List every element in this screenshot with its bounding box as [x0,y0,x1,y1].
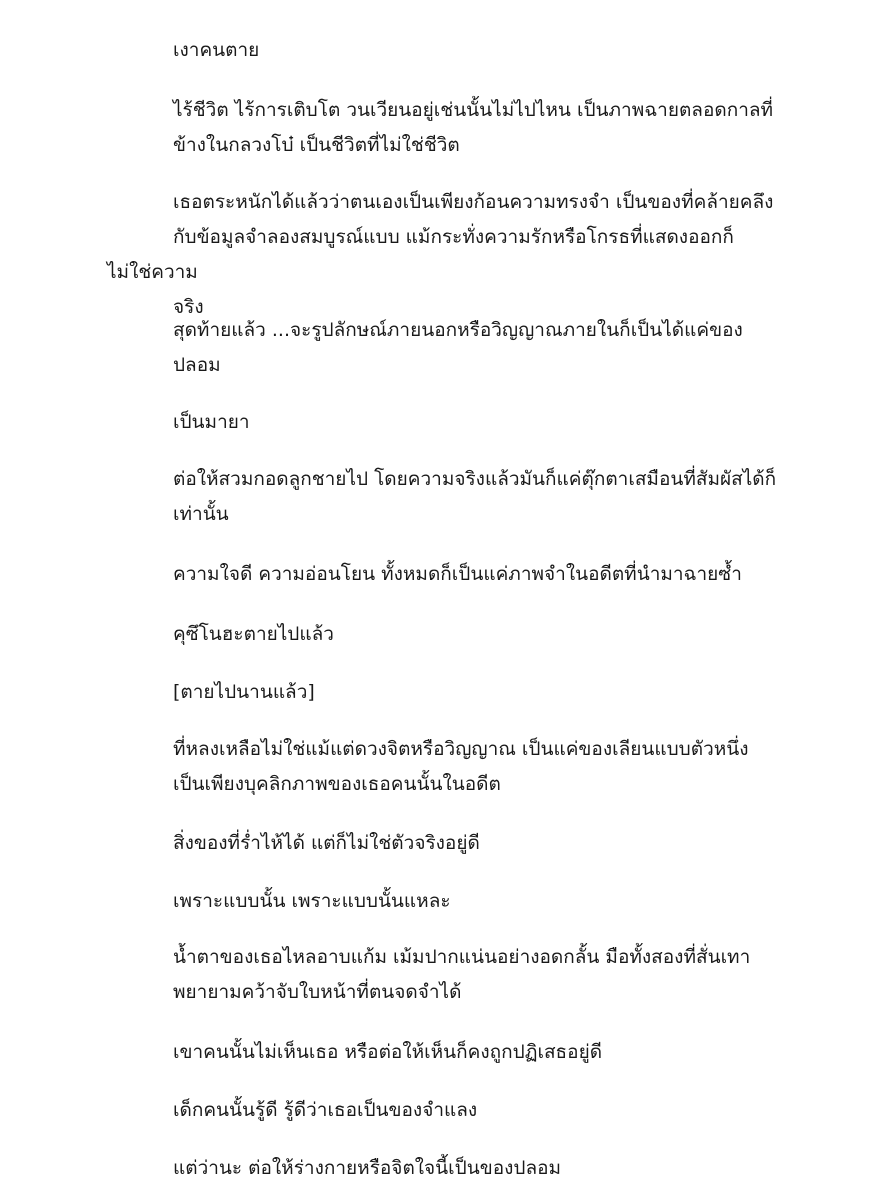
paragraph [107,185,777,325]
paragraph [107,557,777,592]
paragraph [107,732,777,802]
paragraph [107,617,777,652]
paragraph [107,313,777,383]
text-line: เท่านั้น [173,503,229,525]
text-line: แต่ว่านะ ต่อให้ร่างกายหรือจิตใจนี้เป็นของปลอม [173,1157,562,1179]
paragraph [107,1093,777,1128]
paragraph [107,826,777,861]
text-line: เธอตระหนักได้แล้วว่าตนเองเป็นเพียงก้อนความทรงจำ เป็นของที่คล้ายคลึง [173,191,774,213]
text-line: [ตายไปนานแล้ว] [173,681,315,703]
paragraph [107,675,777,710]
paragraph [107,93,777,163]
text-line: คุซึโนฮะตายไปแล้ว [173,623,334,645]
text-line: เป็นเพียงบุคลิกภาพของเธอคนนั้นในอดีต [173,773,501,795]
text-line: ข้างในกลวงโบ๋ เป็นชีวิตที่ไม่ใช่ชีวิต [173,134,460,156]
text-line: น้ำตาของเธอไหลอาบแก้ม เม้มปากแน่นอย่างอดกลั้น มือทั้งสองที่สั่นเทา [173,946,751,968]
text-line: ต่อให้สวมกอดลูกชายไป โดยความจริงแล้วมันก็แค่ตุ๊กตาเสมือนที่สัมผัสได้ก็ [173,468,777,490]
text-line: จริง [173,296,204,318]
text-line: กับข้อมูลจำลองสมบูรณ์แบบ แม้กระทั่งความรักหรือโกรธที่แสดงออกก็ไม่ใช่ความ [107,226,734,283]
text-line: เงาคนตาย [173,39,260,61]
paragraph [107,940,777,1010]
text-line: ความใจดี ความอ่อนโยน ทั้งหมดก็เป็นแค่ภาพจำในอดีตที่นำมาฉายซ้ำ [173,563,742,585]
paragraph [107,405,777,440]
text-line: เป็นมายา [173,411,250,433]
text-line: สิ่งของที่ร่ำไห้ได้ แต่ก็ไม่ใช่ตัวจริงอยู่ดี [173,832,480,854]
paragraph [107,1151,777,1186]
paragraph [107,884,777,919]
text-line: ไร้ชีวิต ไร้การเติบโต วนเวียนอยู่เช่นนั้นไม่ไปไหน เป็นภาพฉายตลอดกาลที่ [173,99,774,121]
text-line: เด็กคนนั้นรู้ดี รู้ดีว่าเธอเป็นของจำแลง [173,1099,478,1121]
text-line: เพราะแบบนั้น เพราะแบบนั้นแหละ [173,890,451,912]
text-line: สุดท้ายแล้ว ...จะรูปลักษณ์ภายนอกหรือวิญญาณภายในก็เป็นได้แค่ของ [173,319,743,341]
text-line: เขาคนนั้นไม่เห็นเธอ หรือต่อให้เห็นก็คงถูกปฏิเสธอยู่ดี [173,1041,603,1063]
paragraph [107,1035,777,1070]
paragraph [107,462,777,532]
text-line: พยายามคว้าจับใบหน้าที่ตนจดจำได้ [173,981,462,1003]
text-line: ที่หลงเหลือไม่ใช่แม้แต่ดวงจิตหรือวิญญาณ เป็นแค่ของเลียนแบบตัวหนึ่ง [173,738,749,760]
paragraph [107,33,777,68]
text-line: ปลอม [173,354,221,376]
